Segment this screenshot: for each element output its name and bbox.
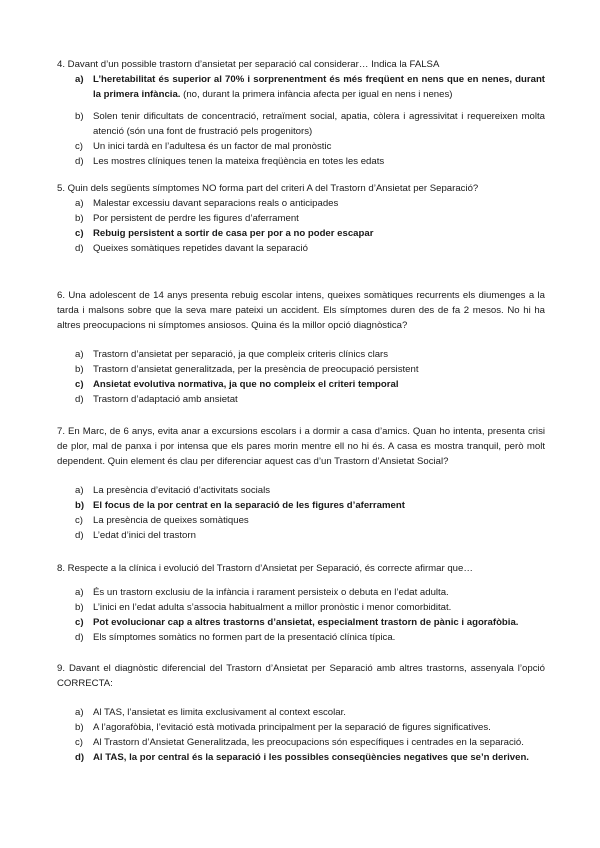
option-text: Les mostres clíniques tenen la mateixa freqüència en totes les edats <box>93 156 385 167</box>
option-b <box>57 362 545 377</box>
option-text: Un inici tardà en l’adultesa és un factor de mal pronòstic <box>93 141 332 152</box>
option-d <box>57 154 545 169</box>
option-letter: d) <box>75 243 84 254</box>
options-list <box>57 72 545 169</box>
option-b <box>57 498 545 513</box>
option-c <box>57 513 545 528</box>
option-letter: c) <box>75 617 84 628</box>
option-d <box>57 630 545 645</box>
option-text: Pot evolucionar cap a altres trastorns d’ansietat, especialment trastorn de pànic i agorafòbia. <box>93 617 519 628</box>
option-c <box>57 226 545 241</box>
option-letter: a) <box>75 707 84 718</box>
option-letter: c) <box>75 141 83 152</box>
options-list <box>57 585 545 645</box>
option-letter: b) <box>75 111 84 122</box>
option-text: Al TAS, la por central és la separació i les possibles conseqüències negatives que se’n deriven. <box>93 752 529 763</box>
option-d <box>57 750 545 765</box>
options-list <box>57 196 545 256</box>
options-list <box>57 347 545 407</box>
option-d <box>57 392 545 407</box>
option-a <box>57 72 545 102</box>
question-stem: 9. Davant el diagnòstic diferencial del Trastorn d’Ansietat per Separació amb altres trastorns, assenyala l’opció CORRECTA: <box>57 663 545 689</box>
option-text: L’heretabilitat és superior al 70% i sorprenentment és més freqüent en nens que en nenes, durant la primera infància. <box>93 74 545 100</box>
option-c <box>57 615 545 630</box>
option-letter: c) <box>75 737 83 748</box>
option-text: Trastorn d’ansietat per separació, ja que compleix criteris clínics clars <box>93 349 389 360</box>
option-text: La presència d’evitació d’activitats socials <box>93 485 271 496</box>
option-letter: a) <box>75 349 84 360</box>
option-b <box>57 600 545 615</box>
option-letter: d) <box>75 752 85 763</box>
option-text: A l’agorafòbia, l’evitació està motivada principalment per la separació de figures significatives. <box>93 722 491 733</box>
option-letter: b) <box>75 213 84 224</box>
question-stem: 8. Respecte a la clínica i evolució del Trastorn d’Ansietat per Separació, és correcte afirmar que… <box>57 563 473 574</box>
option-text: Malestar excessiu davant separacions reals o anticipades <box>93 198 339 209</box>
option-d <box>57 528 545 543</box>
option-a <box>57 483 545 498</box>
option-letter: b) <box>75 722 84 733</box>
question-stem: 4. Davant d’un possible trastorn d’ansietat per separació cal considerar… Indica la FALSA <box>57 59 440 70</box>
option-letter: b) <box>75 500 85 511</box>
option-letter: b) <box>75 364 84 375</box>
option-text: Rebuig persistent a sortir de casa per por a no poder escapar <box>93 228 374 239</box>
option-b <box>57 211 545 226</box>
option-text: La presència de queixes somàtiques <box>93 515 249 526</box>
option-text: Al Trastorn d’Ansietat Generalitzada, les preocupacions són específiques i centrades en la separació. <box>93 737 524 748</box>
option-a <box>57 585 545 600</box>
option-text: El focus de la por centrat en la separació de les figures d’aferrament <box>93 500 405 511</box>
option-letter: a) <box>75 485 84 496</box>
option-letter: c) <box>75 228 84 239</box>
question-5 <box>57 181 545 256</box>
option-text: Ansietat evolutiva normativa, ja que no compleix el criteri temporal <box>93 379 399 390</box>
option-a <box>57 347 545 362</box>
option-c <box>57 139 545 154</box>
option-letter: a) <box>75 198 84 209</box>
option-b <box>57 109 545 139</box>
question-stem: 5. Quin dels següents símptomes NO forma part del criteri A del Trastorn d’Ansietat per Separació? <box>57 183 479 194</box>
option-text: Trastorn d’adaptació amb ansietat <box>93 394 238 405</box>
question-7 <box>57 424 545 543</box>
option-text: Por persistent de perdre les figures d’aferrament <box>93 213 299 224</box>
option-text: Trastorn d’ansietat generalitzada, per la presència de preocupació persistent <box>93 364 419 375</box>
option-letter: d) <box>75 394 84 405</box>
option-note: (no, durant la primera infància afecta per igual en nens i nenes) <box>180 89 453 100</box>
option-text: L’inici en l’edat adulta s’associa habitualment a millor pronòstic i menor comorbiditat. <box>93 602 452 613</box>
option-text: Solen tenir dificultats de concentració, retraïment social, apatia, còlera i agressivitat i requereixen molta atenció (són una font de frustració pels progenitors) <box>93 111 545 137</box>
option-text: Al TAS, l’ansietat es limita exclusivament al context escolar. <box>93 707 346 718</box>
question-4 <box>57 57 545 169</box>
option-letter: b) <box>75 602 84 613</box>
options-list <box>57 705 545 765</box>
question-6 <box>57 288 545 407</box>
question-stem: 7. En Marc, de 6 anys, evita anar a excursions escolars i a dormir a casa d’amics. Quan ho intenta, presenta crisi de plor, mal de panxa i por intensa que els pares morin mentre ell no hi és. A casa es mostra tranquil, però molt dependent. Quin element és clau per diferenciar aquest cas d’un Trastorn d’Ansietat Social? <box>57 426 545 467</box>
option-text: L’edat d’inici del trastorn <box>93 530 196 541</box>
option-letter: a) <box>75 74 84 85</box>
question-stem: 6. Una adolescent de 14 anys presenta rebuig escolar intens, queixes somàtiques recurrents els diumenges a la tarda i malsons sobre que la seva mare pateixi un accident. Els símptomes duren des de fa 2 mesos. No hi ha altres preocupacions ni símptomes ansiosos. Quina és la millor opció diagnòstica? <box>57 290 545 331</box>
option-text: És un trastorn exclusiu de la infància i rarament persisteix o debuta en l’edat adulta. <box>93 587 449 598</box>
option-a <box>57 196 545 211</box>
option-letter: c) <box>75 515 83 526</box>
option-c <box>57 377 545 392</box>
option-a <box>57 705 545 720</box>
option-d <box>57 241 545 256</box>
option-text: Queixes somàtiques repetides davant la separació <box>93 243 308 254</box>
option-letter: d) <box>75 156 84 167</box>
option-b <box>57 720 545 735</box>
option-letter: a) <box>75 587 84 598</box>
option-letter: c) <box>75 379 84 390</box>
option-text: Els símptomes somàtics no formen part de la presentació clínica típica. <box>93 632 396 643</box>
question-9 <box>57 661 545 765</box>
options-list <box>57 483 545 543</box>
question-8 <box>57 561 545 645</box>
option-letter: d) <box>75 530 84 541</box>
option-c <box>57 735 545 750</box>
option-letter: d) <box>75 632 84 643</box>
